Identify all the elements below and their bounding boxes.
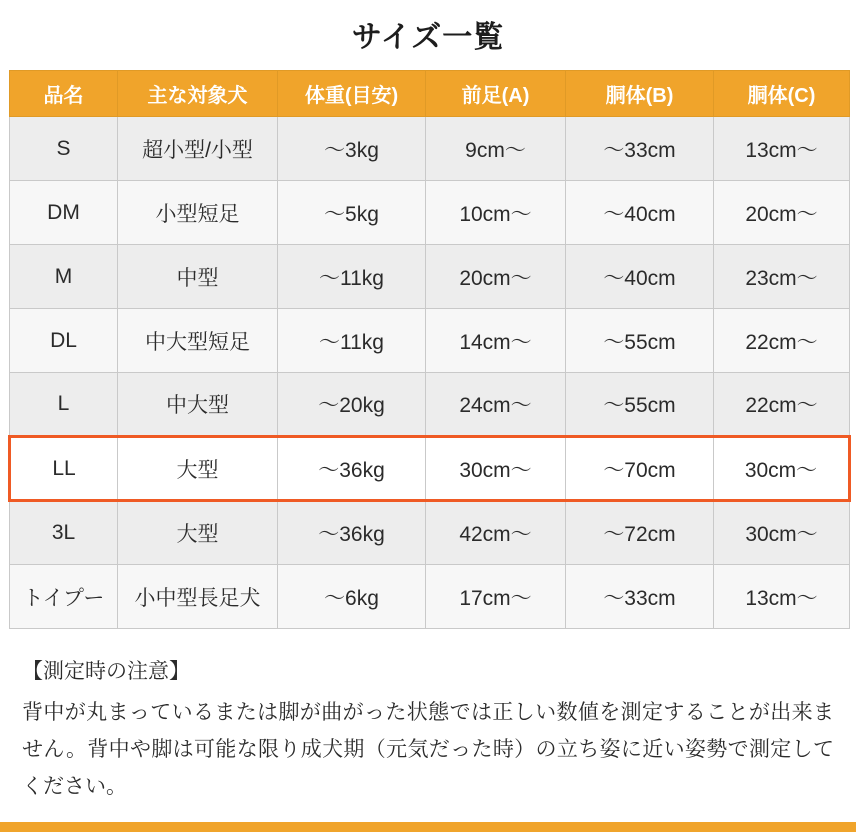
cell-target: 小中型長足犬 [118,565,278,629]
cell-name: S [10,117,118,181]
cell-target: 中型 [118,245,278,309]
column-header-front-leg: 前足(A) [426,71,566,117]
column-header-body-c: 胴体(C) [714,71,850,117]
notes-heading: 【測定時の注意】 [22,660,190,683]
column-header-weight: 体重(目安) [278,71,426,117]
cell-body-c: 22cm〜 [714,309,850,373]
cell-name: DL [10,309,118,373]
cell-front-leg: 10cm〜 [426,181,566,245]
cell-name: M [10,245,118,309]
cell-name: L [10,373,118,437]
cell-front-leg: 24cm〜 [426,373,566,437]
table-header [10,71,850,117]
column-header-name: 品名 [10,71,118,117]
cell-name: 3L [10,501,118,565]
table-row [10,117,850,181]
cell-body-b: 〜40cm [566,245,714,309]
cell-body-c: 13cm〜 [714,117,850,181]
cell-weight: 〜36kg [278,437,426,501]
cell-weight: 〜3kg [278,117,426,181]
table-row [10,309,850,373]
table-row [10,373,850,437]
cell-front-leg: 17cm〜 [426,565,566,629]
cell-target: 大型 [118,437,278,501]
cell-body-b: 〜55cm [566,373,714,437]
cell-body-c: 23cm〜 [714,245,850,309]
table-row [10,245,850,309]
cell-weight: 〜11kg [278,245,426,309]
cell-body-b: 〜72cm [566,501,714,565]
cell-front-leg: 42cm〜 [426,501,566,565]
table-row [10,181,850,245]
size-table-container [0,70,856,629]
size-table [8,70,851,629]
cell-front-leg: 14cm〜 [426,309,566,373]
cell-body-c: 13cm〜 [714,565,850,629]
table-header-row [10,71,850,117]
cell-body-b: 〜40cm [566,181,714,245]
table-row [10,565,850,629]
cell-body-b: 〜33cm [566,117,714,181]
measurement-notes [0,629,856,805]
cell-name: DM [10,181,118,245]
column-header-body-b: 胴体(B) [566,71,714,117]
cell-front-leg: 30cm〜 [426,437,566,501]
table-row [10,501,850,565]
cell-weight: 〜20kg [278,373,426,437]
cell-body-b: 〜70cm [566,437,714,501]
column-header-target: 主な対象犬 [118,71,278,117]
bottom-accent-bar [0,822,856,832]
page-title: サイズ一覧 [351,21,505,54]
cell-body-c: 22cm〜 [714,373,850,437]
notes-body: 背中が丸まっているまたは脚が曲がった状態では正しい数値を測定することが出来ません。背中や脚は可能な限り成犬期（元気だった時）の立ち姿に近い姿勢で測定してください。 [22,701,834,798]
cell-body-c: 30cm〜 [714,501,850,565]
cell-target: 中大型 [118,373,278,437]
cell-name: LL [10,437,118,501]
cell-name: トイプー [10,565,118,629]
cell-body-b: 〜33cm [566,565,714,629]
cell-weight: 〜11kg [278,309,426,373]
cell-body-c: 20cm〜 [714,181,850,245]
cell-front-leg: 9cm〜 [426,117,566,181]
cell-weight: 〜36kg [278,501,426,565]
cell-front-leg: 20cm〜 [426,245,566,309]
cell-weight: 〜6kg [278,565,426,629]
table-body [10,117,850,629]
cell-body-c: 30cm〜 [714,437,850,501]
cell-target: 小型短足 [118,181,278,245]
cell-target: 大型 [118,501,278,565]
cell-body-b: 〜55cm [566,309,714,373]
cell-target: 超小型/小型 [118,117,278,181]
cell-target: 中大型短足 [118,309,278,373]
table-row-highlighted [10,437,850,501]
cell-weight: 〜5kg [278,181,426,245]
